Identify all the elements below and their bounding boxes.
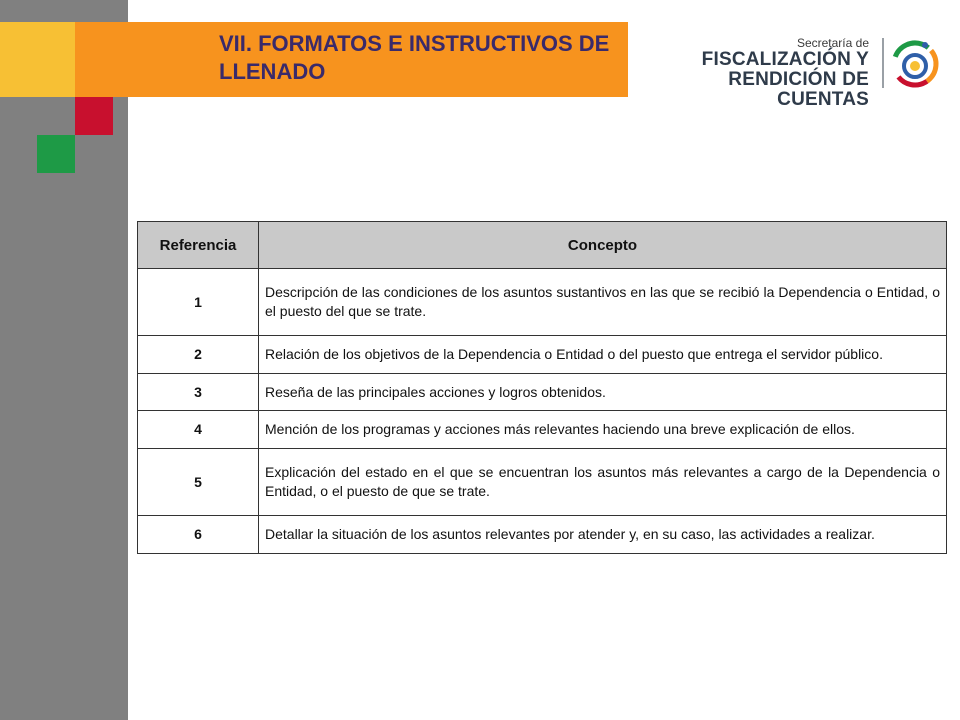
secretaria-logo: [645, 36, 945, 110]
header-referencia: Referencia: [138, 222, 259, 269]
emblem-icon: [889, 36, 941, 88]
row-reference: 6: [138, 516, 259, 554]
table-row: [138, 516, 947, 554]
logo-line-2: FISCALIZACIÓN Y: [701, 49, 869, 70]
logo-line-1: Secretaría de: [796, 36, 869, 50]
decor-red-square: [75, 97, 113, 135]
row-concept: Mención de los programas y acciones más relevantes haciendo una breve explicación de ellos.: [259, 411, 947, 449]
table-row: [138, 336, 947, 374]
row-concept: Relación de los objetivos de la Dependencia o Entidad o del puesto que entrega el servidor público.: [259, 336, 947, 374]
table-row: [138, 411, 947, 449]
table-header-row: [138, 222, 947, 269]
title-banner: [75, 22, 628, 97]
row-concept: Detallar la situación de los asuntos relevantes por atender y, en su caso, las actividades a realizar.: [259, 516, 947, 554]
row-concept: Descripción de las condiciones de los asuntos sustantivos en las que se recibió la Dependencia o Entidad, o el puesto del que se trate.: [259, 269, 947, 336]
logo-divider: [882, 38, 884, 88]
reference-table: [137, 221, 947, 554]
logo-text: [645, 36, 869, 110]
decor-yellow-square: [0, 22, 75, 97]
row-concept: Explicación del estado en el que se encuentran los asuntos más relevantes a cargo de la Dependencia o Entidad, o el puesto de que se trate.: [259, 449, 947, 516]
row-reference: 3: [138, 373, 259, 411]
page-title: VII. FORMATOS E INSTRUCTIVOS DE LLENADO: [219, 31, 610, 84]
row-reference: 2: [138, 336, 259, 374]
table-row: [138, 269, 947, 336]
header-concepto: Concepto: [259, 222, 947, 269]
decor-green-square: [37, 135, 75, 173]
table-row: [138, 449, 947, 516]
row-reference: 4: [138, 411, 259, 449]
logo-line-3: RENDICIÓN DE CUENTAS: [728, 69, 869, 110]
row-reference: 5: [138, 449, 259, 516]
row-concept: Reseña de las principales acciones y logros obtenidos.: [259, 373, 947, 411]
table-row: [138, 373, 947, 411]
row-reference: 1: [138, 269, 259, 336]
